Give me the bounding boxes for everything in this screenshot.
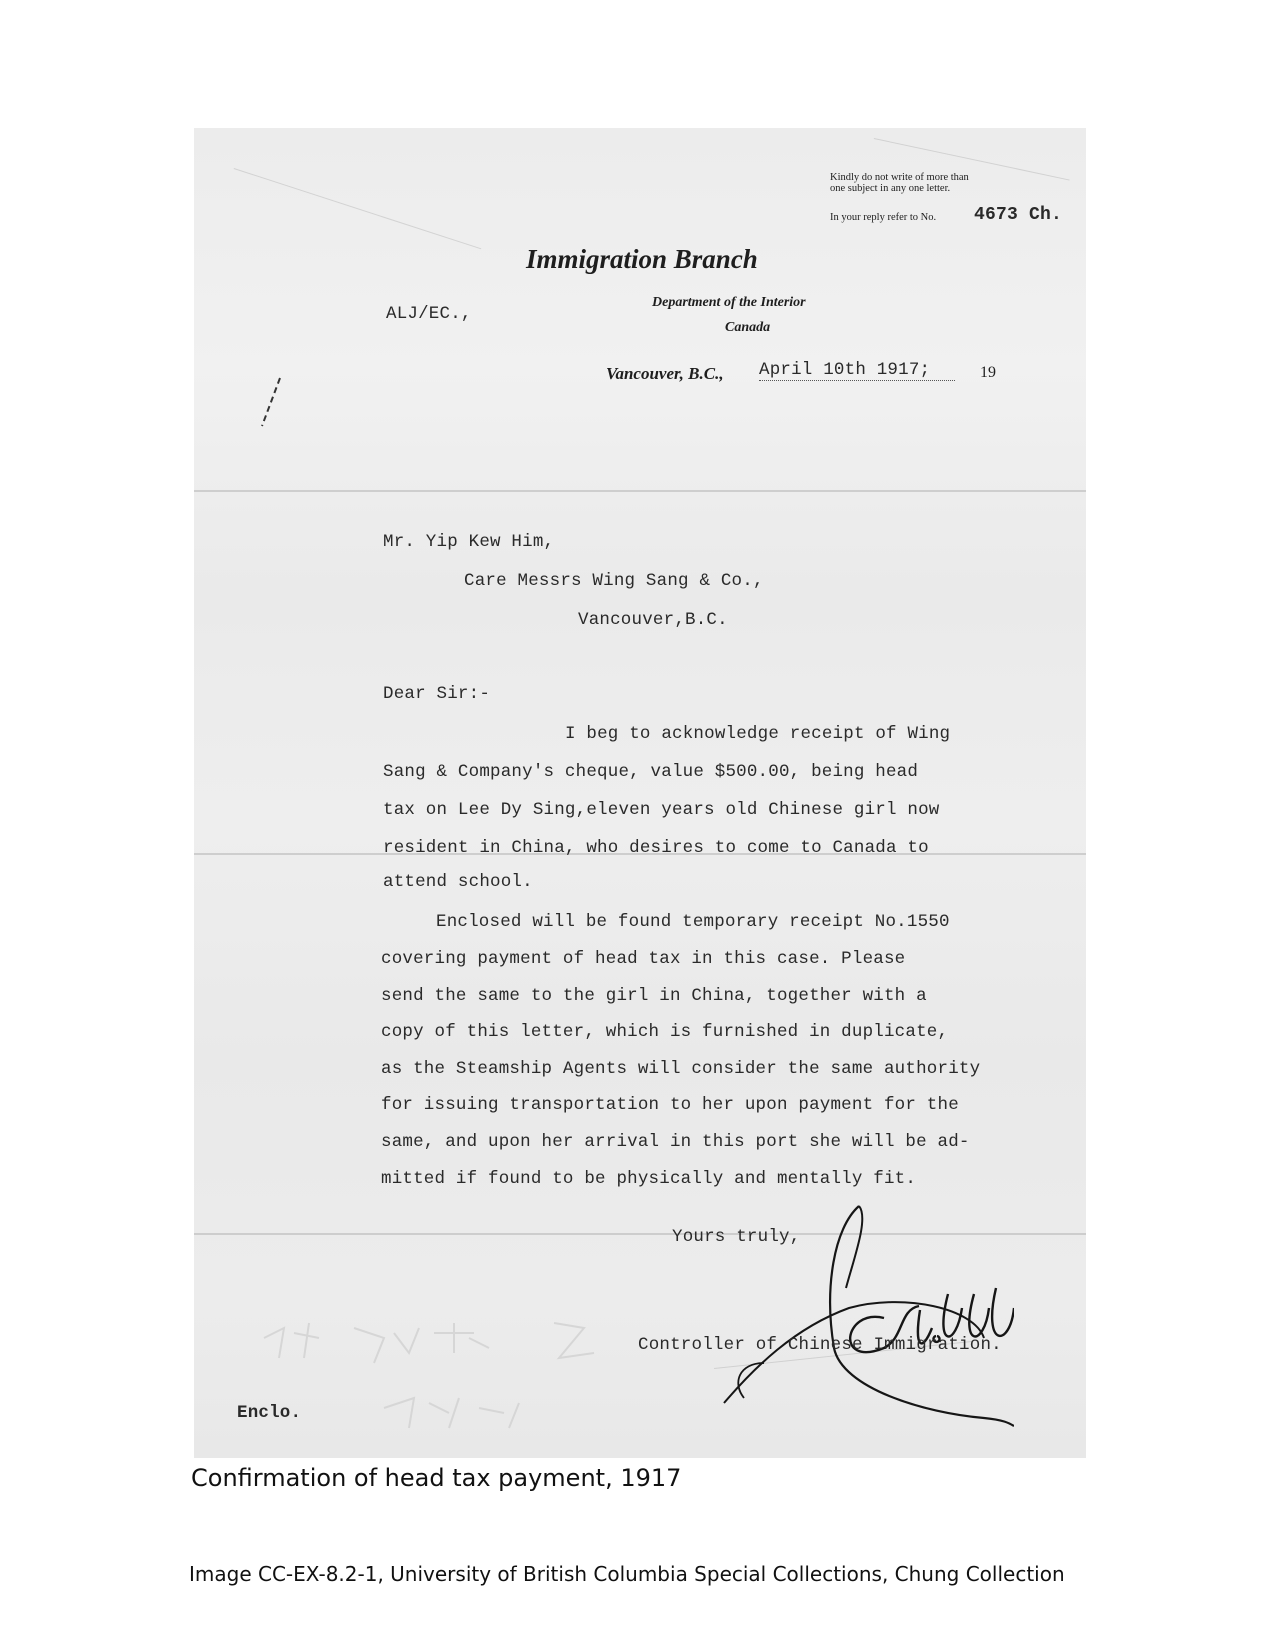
body-line: attend school. [383, 872, 533, 892]
body-line: send the same to the girl in China, together with a [381, 986, 927, 1006]
body-line: same, and upon her arrival in this port she will be ad- [381, 1132, 970, 1152]
year-suffix: 19 [980, 364, 996, 381]
country-name: Canada [725, 320, 771, 335]
refer-number: 4673 Ch. [974, 205, 1063, 225]
body-line: for issuing transportation to her upon payment for the [381, 1095, 959, 1115]
letter-scan [194, 128, 1086, 1458]
body-line: as the Steamship Agents will consider the same authority [381, 1059, 981, 1079]
body-line: copy of this letter, which is furnished in duplicate, [381, 1022, 949, 1042]
body-line: covering payment of head tax in this case. Please [381, 949, 906, 969]
body-line: tax on Lee Dy Sing,eleven years old Chinese girl now [383, 800, 940, 820]
letterhead-notice-line1: Kindly do not write of more than [830, 172, 969, 183]
department-name: Department of the Interior [652, 295, 806, 310]
paper-fold-line [194, 490, 1086, 492]
branch-title: Immigration Branch [526, 244, 758, 274]
addressee-line3: Vancouver,B.C. [578, 610, 728, 630]
faint-pencil-notes [234, 1298, 654, 1448]
place-name: Vancouver, B.C., [606, 364, 724, 383]
enclosure-note: Enclo. [237, 1403, 302, 1423]
handwritten-signature [684, 1198, 1014, 1428]
addressee-line1: Mr. Yip Kew Him, [383, 532, 555, 552]
body-line: Enclosed will be found temporary receipt No.1550 [436, 912, 950, 932]
body-line: mitted if found to be physically and mentally fit. [381, 1169, 917, 1189]
closing: Yours truly, [672, 1227, 801, 1247]
letterhead-notice-line2: one subject in any one letter. [830, 183, 951, 194]
body-line: I beg to acknowledge receipt of Wing [565, 724, 951, 744]
reference-initials: ALJ/EC., [386, 304, 472, 324]
refer-label: In your reply refer to No. [830, 212, 937, 223]
image-credit: Image CC-EX-8.2-1, University of British Columbia Special Collections, Chung Collection [189, 1562, 1065, 1586]
salutation: Dear Sir:- [383, 684, 491, 704]
addressee-line2: Care Messrs Wing Sang & Co., [464, 571, 764, 591]
paper-crease [234, 168, 482, 249]
figure-caption: Confirmation of head tax payment, 1917 [191, 1464, 682, 1492]
body-line: Sang & Company's cheque, value $500.00, being head [383, 762, 919, 782]
letter-date: April 10th 1917; [759, 360, 955, 381]
margin-pencil-mark [252, 374, 292, 434]
body-line: resident in China, who desires to come to Canada to [383, 838, 929, 858]
signatory-title: Controller of Chinese Immigration. [638, 1335, 1002, 1355]
